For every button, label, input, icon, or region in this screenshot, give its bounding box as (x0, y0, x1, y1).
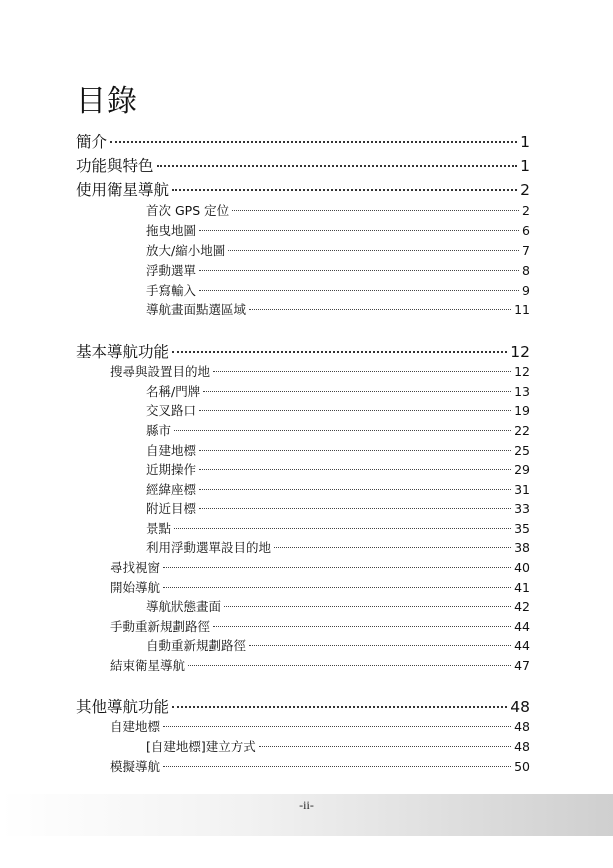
toc-entry-label: 模擬導航 (110, 759, 161, 774)
dot-leader (172, 189, 517, 191)
toc-entry[interactable] (146, 460, 530, 478)
toc-entry-label: 手寫輸入 (146, 283, 197, 298)
toc-entry-label: 功能與特色 (76, 157, 154, 175)
toc-entry[interactable] (76, 695, 530, 717)
toc-entry-label: 簡介 (76, 133, 108, 151)
toc-entry-label: 縣市 (146, 423, 172, 438)
toc-entry-page: 2 (522, 203, 530, 218)
toc-entry[interactable] (76, 154, 530, 176)
dot-leader (259, 746, 511, 747)
toc-entry-page: 41 (514, 580, 530, 595)
toc-entry-label: 浮動選單 (146, 263, 197, 278)
toc-entry-page: 7 (522, 243, 530, 258)
dot-leader (163, 766, 511, 767)
toc-entry-page: 2 (520, 181, 530, 199)
dot-leader (213, 371, 511, 372)
dot-leader (163, 587, 511, 588)
toc-entry-label: 景點 (146, 521, 172, 536)
toc-entry-label: 利用浮動選單設目的地 (146, 540, 272, 555)
toc-entry-label: 放大/縮小地圖 (146, 243, 226, 258)
toc-entry-page: 22 (514, 423, 530, 438)
page-number: -ii- (299, 798, 314, 812)
dot-leader (249, 645, 511, 646)
toc-entry[interactable] (146, 241, 530, 259)
toc-entry-page: 12 (510, 343, 530, 361)
dot-leader (172, 351, 507, 353)
toc-entry-label: [自建地標]建立方式 (146, 739, 256, 754)
toc-entry[interactable] (146, 519, 530, 537)
dot-leader (199, 489, 511, 490)
toc-entry-label: 使用衛星導航 (76, 181, 170, 199)
toc-entry-label: 首次 GPS 定位 (146, 203, 230, 218)
dot-leader (163, 567, 511, 568)
toc-entry[interactable] (146, 538, 530, 556)
dot-leader (228, 250, 519, 251)
toc-entry[interactable] (146, 382, 530, 400)
toc-entry-page: 1 (520, 157, 530, 175)
dot-leader (174, 528, 511, 529)
toc-entry-page: 9 (522, 283, 530, 298)
toc-entry-label: 其他導航功能 (76, 698, 170, 716)
toc-entry-page: 40 (514, 560, 530, 575)
dot-leader (249, 309, 511, 310)
toc-entry-page: 11 (514, 302, 530, 317)
toc-entry[interactable] (146, 480, 530, 498)
toc-entry[interactable] (146, 421, 530, 439)
dot-leader (224, 606, 511, 607)
toc-entry-label: 自動重新規劃路徑 (146, 638, 247, 653)
toc-entry[interactable] (146, 401, 530, 419)
dot-leader (199, 290, 519, 291)
dot-leader (199, 270, 519, 271)
toc-entry-label: 導航畫面點選區域 (146, 302, 247, 317)
toc-entry-label: 搜尋與設置目的地 (110, 364, 211, 379)
toc-entry-page: 31 (514, 482, 530, 497)
toc-entry-label: 經緯座標 (146, 482, 197, 497)
toc-entry-page: 48 (514, 739, 530, 754)
toc-entry-label: 尋找視窗 (110, 560, 161, 575)
toc-entry-page: 44 (514, 619, 530, 634)
toc-entry-page: 1 (520, 133, 530, 151)
toc-entry-page: 44 (514, 638, 530, 653)
toc-entry-page: 6 (522, 223, 530, 238)
dot-leader (163, 726, 511, 727)
toc-entry-label: 導航狀態畫面 (146, 599, 222, 614)
toc-entry-page: 47 (514, 658, 530, 673)
toc-entry-page: 33 (514, 501, 530, 516)
toc-entry-label: 手動重新規劃路徑 (110, 619, 211, 634)
toc-entry[interactable] (146, 201, 530, 219)
toc-entry-label: 近期操作 (146, 462, 197, 477)
toc-entry[interactable] (146, 300, 530, 318)
toc-entry-page: 35 (514, 521, 530, 536)
dot-leader (213, 626, 511, 627)
page-title: 目錄 (76, 84, 138, 119)
dot-leader (274, 547, 511, 548)
dot-leader (199, 230, 519, 231)
toc-entry-page: 29 (514, 462, 530, 477)
toc-entry-page: 19 (514, 403, 530, 418)
toc-entry[interactable] (110, 757, 530, 775)
toc-entry-page: 42 (514, 599, 530, 614)
toc-entry[interactable] (76, 340, 530, 362)
dot-leader (188, 665, 511, 666)
toc-entry-page: 48 (514, 719, 530, 734)
toc-entry-label: 名稱/門牌 (146, 384, 201, 399)
toc-entry[interactable] (110, 362, 530, 380)
toc-entry[interactable] (146, 636, 530, 654)
toc-entry-label: 開始導航 (110, 580, 161, 595)
toc-entry-label: 自建地標 (110, 719, 161, 734)
toc-entry-label: 基本導航功能 (76, 343, 170, 361)
dot-leader (110, 141, 517, 143)
toc-entry[interactable] (146, 597, 530, 615)
toc-entry-label: 拖曳地圖 (146, 223, 197, 238)
toc-entry-page: 50 (514, 759, 530, 774)
dot-leader (172, 706, 507, 708)
toc-entry[interactable] (146, 221, 530, 239)
dot-leader (199, 508, 511, 509)
toc-entry-label: 結束衛星導航 (110, 658, 186, 673)
toc-entry-page: 13 (514, 384, 530, 399)
dot-leader (174, 430, 511, 431)
toc-entry[interactable] (146, 281, 530, 299)
toc-entry[interactable] (146, 441, 530, 459)
toc-entry[interactable] (146, 499, 530, 517)
toc-entry[interactable] (76, 130, 530, 152)
toc-entry-page: 12 (514, 364, 530, 379)
toc-entry-label: 附近目標 (146, 501, 197, 516)
toc-entry[interactable] (110, 617, 530, 635)
toc-entry[interactable] (76, 178, 530, 200)
toc-entry[interactable] (146, 737, 530, 755)
toc-entry[interactable] (110, 717, 530, 735)
toc-entry[interactable] (110, 558, 530, 576)
dot-leader (199, 450, 511, 451)
toc-entry[interactable] (146, 261, 530, 279)
dot-leader (232, 210, 519, 211)
toc-entry-label: 交叉路口 (146, 403, 197, 418)
toc-entry-page: 38 (514, 540, 530, 555)
toc-entry-label: 自建地標 (146, 443, 197, 458)
toc-entry-page: 25 (514, 443, 530, 458)
toc-entry[interactable] (110, 656, 530, 674)
toc-entry-page: 8 (522, 263, 530, 278)
toc-entry-page: 48 (510, 698, 530, 716)
dot-leader (203, 391, 511, 392)
dot-leader (199, 469, 511, 470)
dot-leader (157, 165, 518, 167)
dot-leader (199, 410, 511, 411)
toc-entry[interactable] (110, 578, 530, 596)
